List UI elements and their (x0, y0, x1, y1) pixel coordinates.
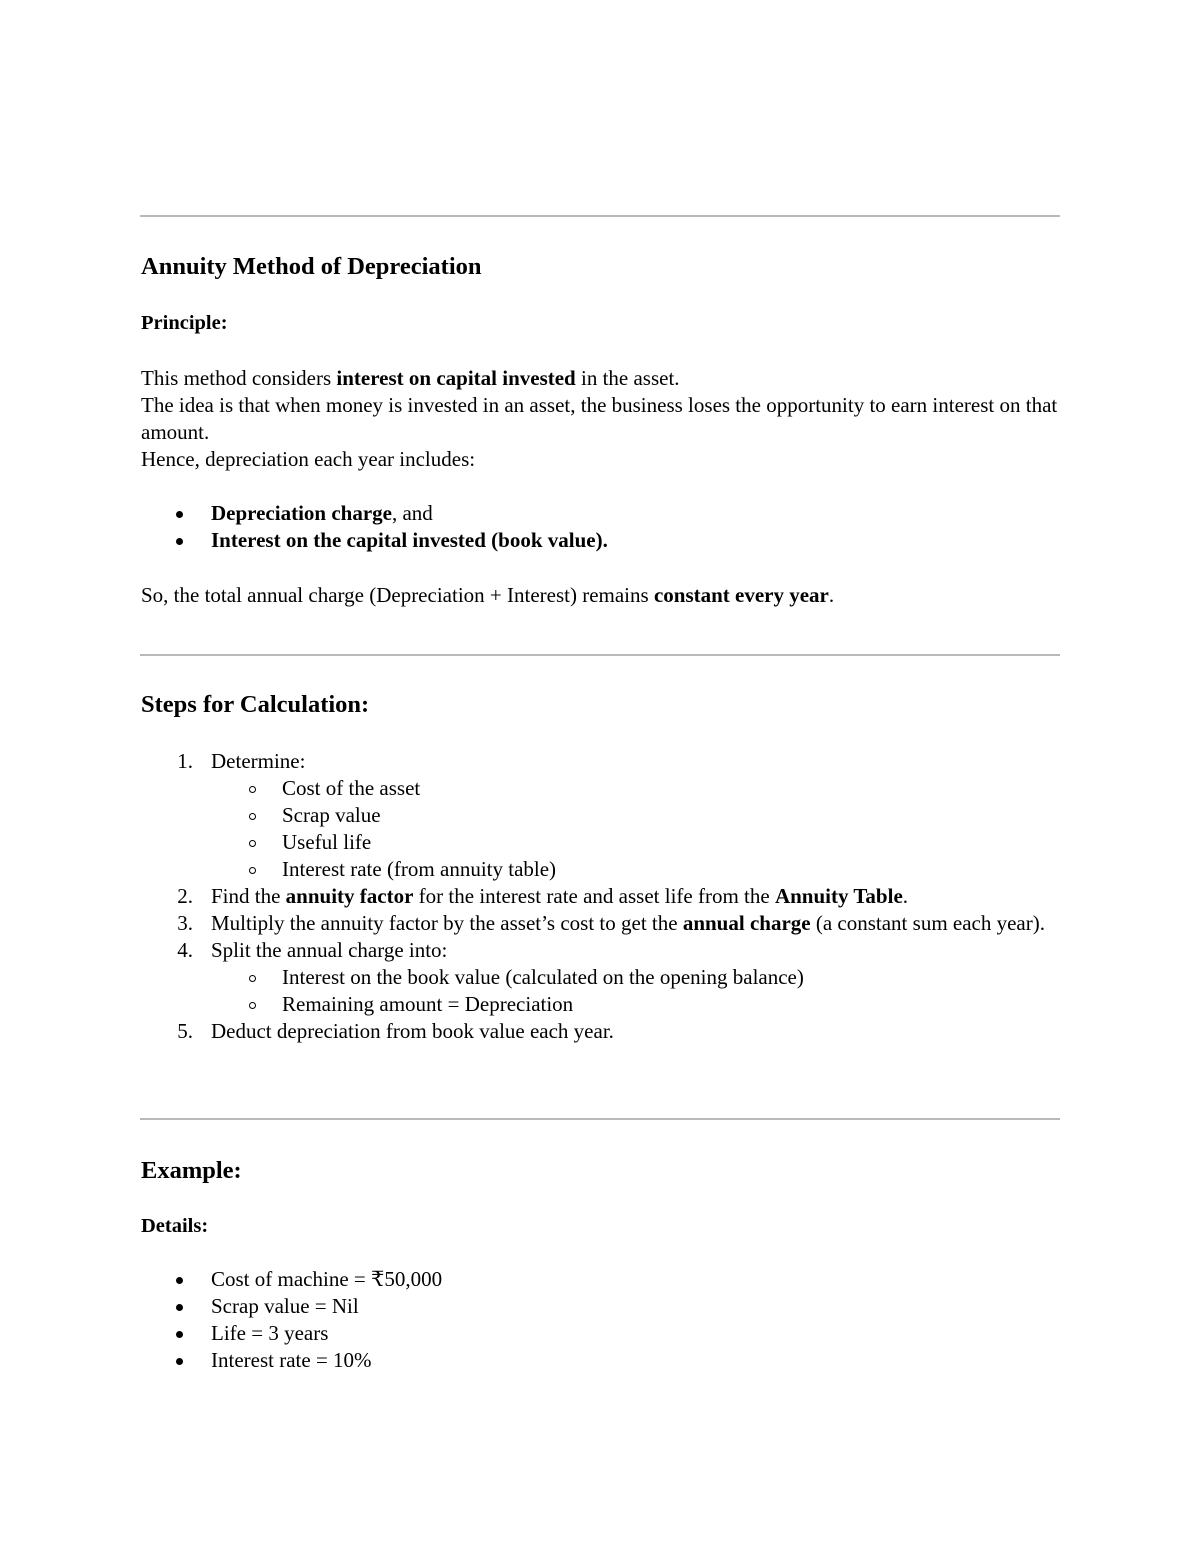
step-number: 3. (177, 911, 193, 935)
principle-bullet-list (141, 500, 1061, 554)
page-title: Annuity Method of Depreciation (141, 253, 482, 280)
principle-line-1: This method considers interest on capital invested in the asset. (141, 366, 680, 390)
list-item: Cost of the asset (141, 775, 1061, 802)
step-item-1: 1. Determine: (141, 748, 1061, 775)
step-number: 5. (177, 1019, 193, 1043)
steps-heading: Steps for Calculation: (141, 691, 370, 718)
list-item: Cost of machine = ₹50,000 (141, 1266, 1061, 1293)
principle-summary: So, the total annual charge (Depreciation + Interest) remains constant every year. (141, 583, 835, 607)
bullet-icon (176, 511, 183, 518)
circle-bullet-icon (249, 975, 256, 982)
step-item-5: 5. Deduct depreciation from book value each year. (141, 1018, 1061, 1045)
list-item: Depreciation charge, and (141, 500, 1061, 527)
bullet-icon (176, 1331, 183, 1338)
list-item: Scrap value (141, 802, 1061, 829)
bullet-icon (176, 1358, 183, 1365)
principle-heading: Principle: (141, 312, 228, 334)
list-item: Interest rate = 10% (141, 1347, 1061, 1374)
list-item: Useful life (141, 829, 1061, 856)
steps-list (141, 748, 1061, 1045)
list-item: Life = 3 years (141, 1320, 1061, 1347)
list-item: Scrap value = Nil (141, 1293, 1061, 1320)
step-number: 1. (177, 749, 193, 773)
step-number: 4. (177, 938, 193, 962)
example-heading: Example: (141, 1157, 242, 1184)
bullet-icon (176, 1277, 183, 1284)
step-number: 2. (177, 884, 193, 908)
bullet-icon (176, 1304, 183, 1311)
step-item-2: 2. Find the annuity factor for the interest rate and asset life from the Annuity Table. (141, 883, 1061, 910)
circle-bullet-icon (249, 867, 256, 874)
divider-middle (140, 654, 1060, 656)
principle-line-2: The idea is that when money is invested in an asset, the business loses the opportunity to earn interest on that amount. (141, 393, 1058, 444)
list-item: Remaining amount = Depreciation (141, 991, 1061, 1018)
bullet-icon (176, 538, 183, 545)
principle-text (141, 365, 1061, 473)
list-item: Interest rate (from annuity table) (141, 856, 1061, 883)
divider-top (140, 215, 1060, 217)
step-item-4: 4. Split the annual charge into: (141, 937, 1061, 964)
divider-bottom (140, 1118, 1060, 1120)
circle-bullet-icon (249, 786, 256, 793)
circle-bullet-icon (249, 813, 256, 820)
step-item-3: 3. Multiply the annuity factor by the asset’s cost to get the annual charge (a constant sum each year). (141, 910, 1061, 937)
list-item: Interest on the capital invested (book value). (141, 527, 1061, 554)
list-item: Interest on the book value (calculated on the opening balance) (141, 964, 1061, 991)
details-heading: Details: (141, 1215, 209, 1237)
principle-line-3: Hence, depreciation each year includes: (141, 447, 476, 471)
circle-bullet-icon (249, 1002, 256, 1009)
example-details-list (141, 1266, 1061, 1374)
circle-bullet-icon (249, 840, 256, 847)
